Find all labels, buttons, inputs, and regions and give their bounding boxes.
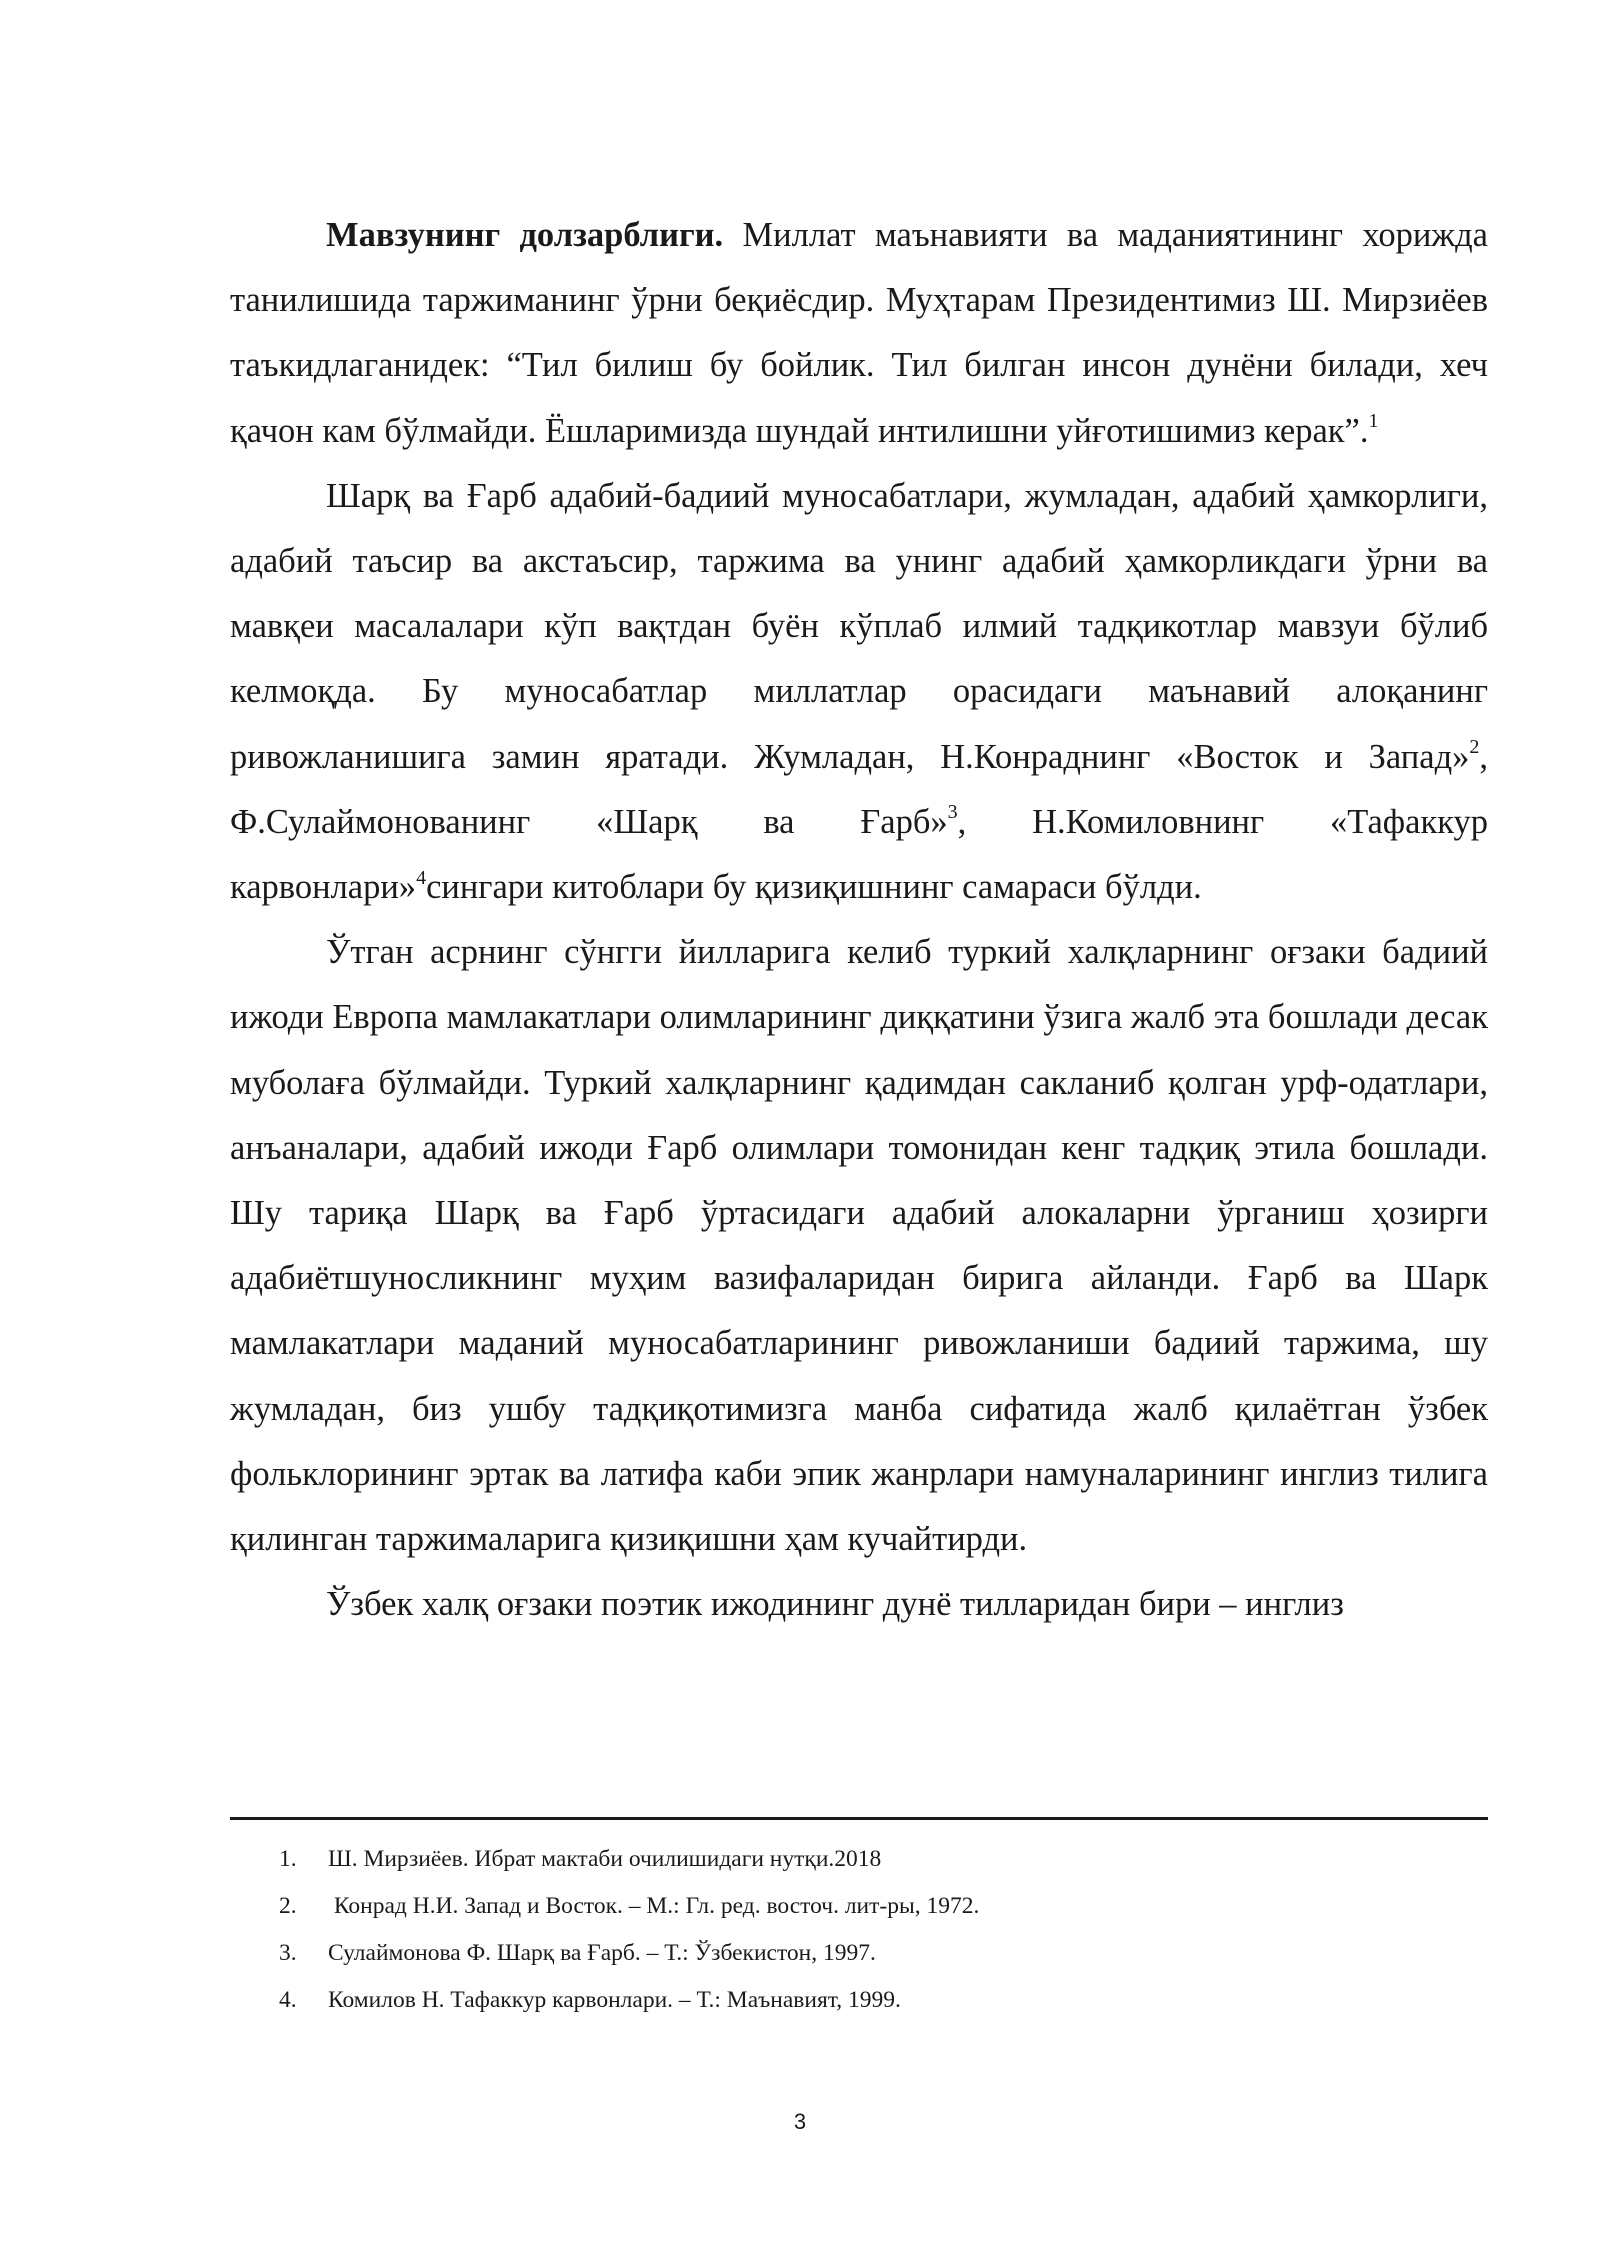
paragraph-text: Миллат маънавияти ва маданиятининг хорижда танилишида таржиманинг ўрни беқиёсдир. Муҳтарам Президентимиз Ш. Мирзиёев таъкидлаганидек: “Тил билиш бу бойлик. Тил билган инсон дунёни билади, хеч қачон кам бўлмайди. Ёшларимизда шундай интилишни уйғотишимиз керак”. <box>230 216 1488 450</box>
footnotes-list <box>279 1836 1479 2024</box>
footnote-ref-2[interactable]: 2 <box>1469 736 1480 759</box>
paragraph-relevance <box>230 203 1488 464</box>
footnote-separator <box>230 1817 1488 1820</box>
footnote-number: 1. <box>279 1846 297 1872</box>
section-heading: Мавзунинг долзарблиги. <box>326 216 724 254</box>
footnote-number: 4. <box>279 1987 297 2013</box>
footnote-number: 2. <box>279 1893 297 1919</box>
footnote-item <box>279 1883 1479 1930</box>
footnote-item <box>279 1977 1479 2024</box>
paragraph-east-west <box>230 464 1488 920</box>
paragraph-text: , Ф.Сулаймонованинг «Шарқ ва Ғарб» <box>230 737 1488 841</box>
paragraph-turkic-folklore: Ўтган асрнинг сўнгги йилларига келиб туркий халқларнинг оғзаки бадиий ижоди Европа мамлакатлари олимларининг диққатини ўзига жалб эта бошлади десак муболаға бўлмайди. Туркий халқларнинг қадимдан сакланиб қолган урф-одатлари, анъаналари, адабий ижоди Ғарб олимлари томонидан кенг тадқиқ этила бошлади. Шу тариқа Шарқ ва Ғарб ўртасидаги адабий алокаларни ўрганиш ҳозирги адабиётшуносликнинг муҳим вазифаларидан бирига айланди. Ғарб ва Шарк мамлакатлари маданий муносабатларининг ривожланиши бадиий таржима, шу жумладан, биз ушбу тадқиқотимизга манба сифатида жалб қилаётган ўзбек фольклорининг эртак ва латифа каби эпик жанрлари намуналарининг инглиз тилига қилинган таржималарига қизиқишни ҳам кучайтирди. <box>230 933 1488 1559</box>
footnote-item <box>279 1836 1479 1883</box>
footnote-text: Конрад Н.И. Запад и Восток. – М.: Гл. ред. восточ. лит-ры, 1972. <box>328 1893 980 1919</box>
footnote-text: Ш. Мирзиёев. Ибрат мактаби очилишидаги нутқи.2018 <box>328 1846 882 1872</box>
footnote-ref-4[interactable]: 4 <box>416 866 427 889</box>
paragraph-text: сингари китоблари бу қизиқишнинг самараси бўлди. <box>426 868 1202 907</box>
footnote-ref-3[interactable]: 3 <box>947 801 958 824</box>
paragraph-text: , Н.Комиловнинг «Тафаккур карвонлари» <box>230 802 1488 907</box>
footnote-text: Сулаймонова Ф. Шарқ ва Ғарб. – Т.: Ўзбекистон, 1997. <box>328 1940 876 1966</box>
footnote-ref-1[interactable]: 1 <box>1368 410 1379 433</box>
paragraph-text: Шарқ ва Ғарб адабий-бадиий муносабатлари, жумладан, адабий ҳамкорлиги, адабий таъсир ва акстаъсир, таржима ва унинг адабий ҳамкорликдаги ўрни ва мавқеи масалалари кўп вақтдан буён кўплаб илмий тадқикотлар мавзуи бўлиб келмоқда. Бу муносабатлар миллатлар орасидаги маънавий алоқанинг ривожланишига замин яратади. Жумладан, Н.Конраднинг «Восток и Запад» <box>230 476 1488 776</box>
paragraph-continued: Ўзбек халқ оғзаки поэтик ижодининг дунё тилларидан бири – инглиз <box>326 1585 1344 1624</box>
footnote-item <box>279 1930 1479 1977</box>
footnote-number: 3. <box>279 1940 297 1966</box>
main-text <box>230 203 1488 1637</box>
footnote-text: Комилов Н. Тафаккур карвонлари. – Т.: Маънавият, 1999. <box>328 1987 901 2013</box>
page-number: 3 <box>793 2109 807 2134</box>
